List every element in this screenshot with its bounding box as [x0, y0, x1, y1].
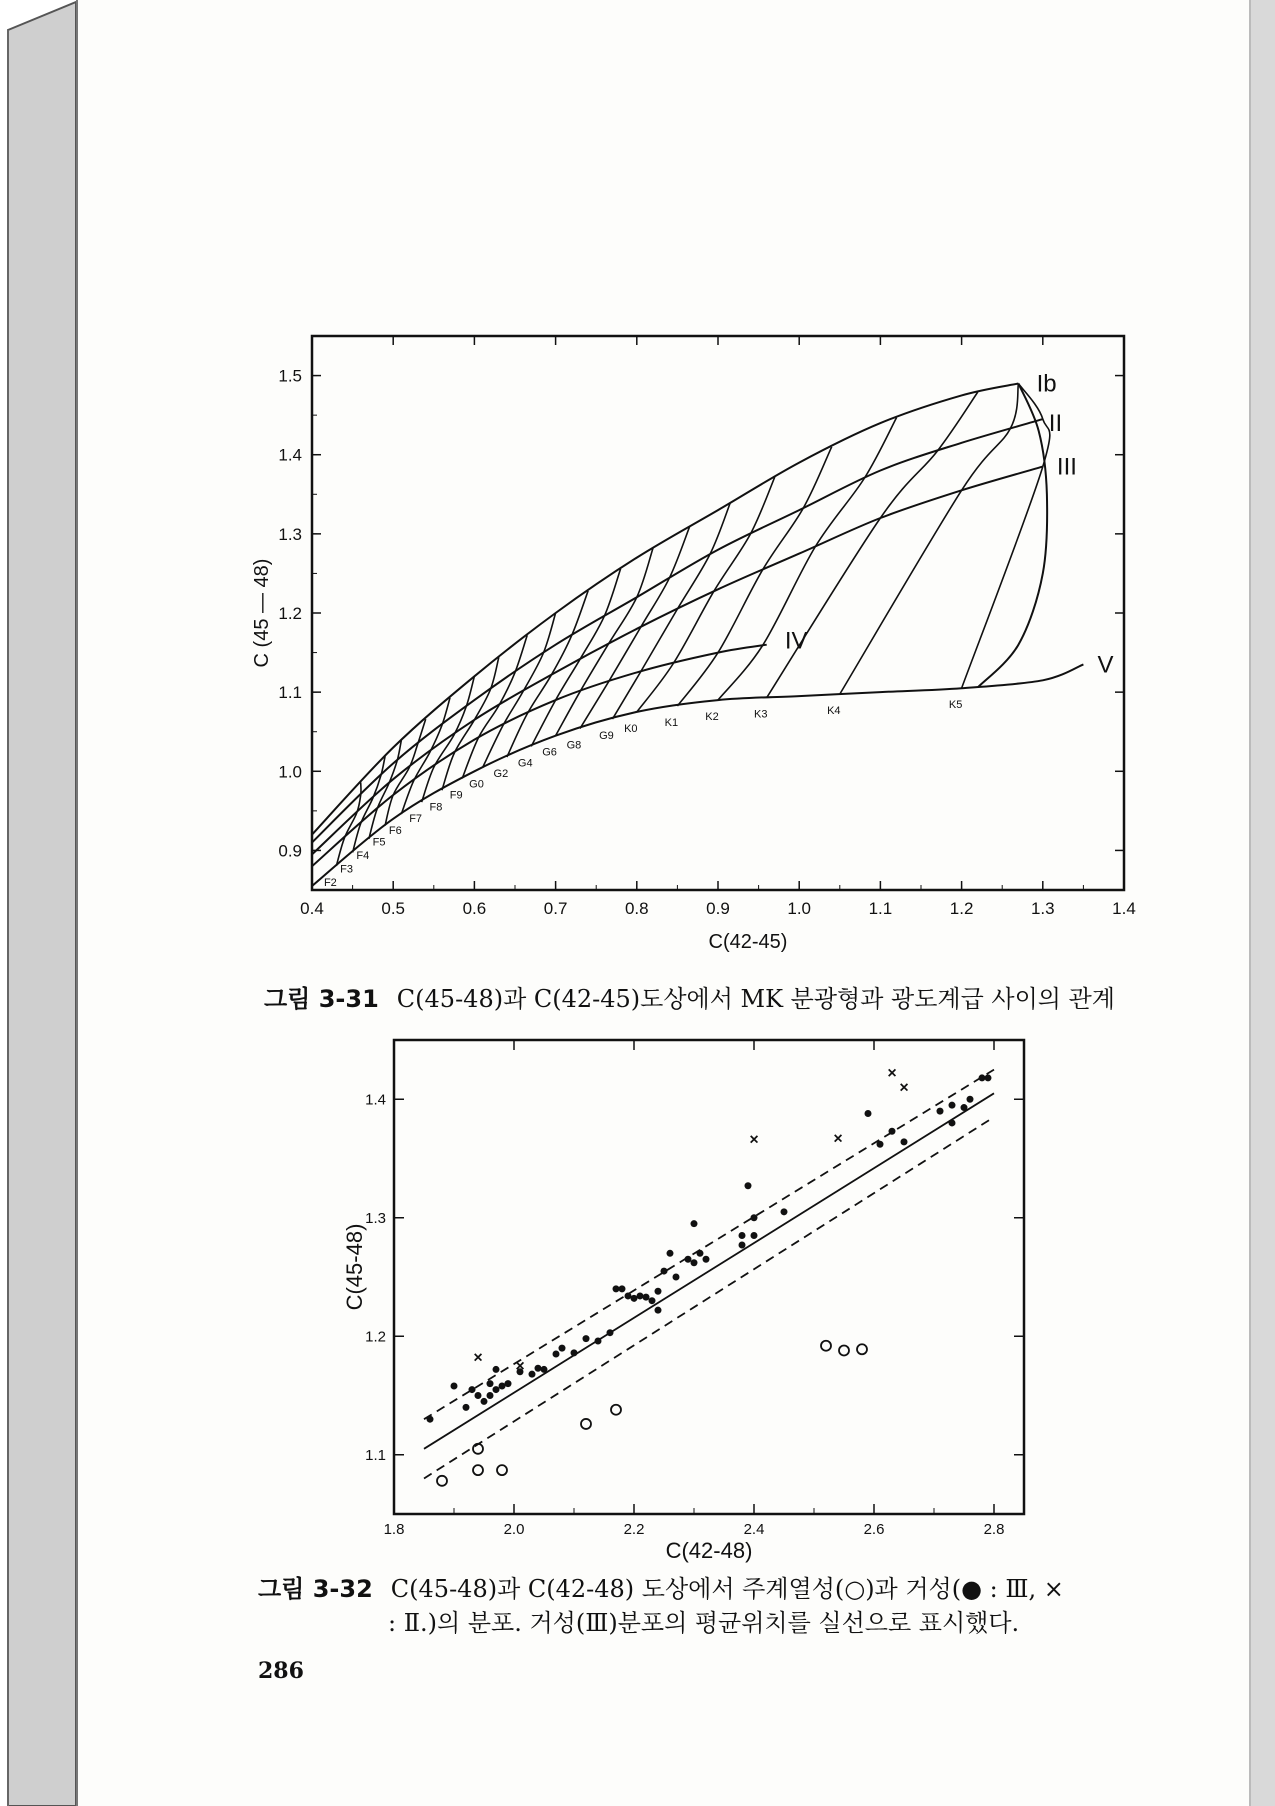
- spectral-type-label-G0: G0: [469, 778, 484, 791]
- luminosity-class-curve-V: [312, 664, 1083, 886]
- x-tick-label: 0.4: [300, 899, 324, 918]
- spectral-type-label-G9: G9: [599, 730, 614, 743]
- spectral-type-label-F8: F8: [429, 801, 443, 814]
- giant-II-point: ×: [899, 1079, 909, 1097]
- giant-III-point: [691, 1220, 698, 1227]
- mean-position-line: [424, 1093, 994, 1449]
- spectral-type-label-F2: F2: [323, 876, 337, 889]
- upper-dispersion-line: [424, 1070, 994, 1420]
- giant-III-point: [463, 1404, 470, 1411]
- figure-3-31-caption: [264, 982, 1115, 1016]
- giant-II-point: ×: [833, 1130, 843, 1148]
- spectral-type-label-K5: K5: [948, 699, 963, 712]
- main-sequence-point: [473, 1444, 483, 1454]
- giant-III-point: [673, 1274, 680, 1281]
- giant-III-point: [877, 1141, 884, 1148]
- main-sequence-point: [497, 1465, 507, 1475]
- figure-3-31-plot: [251, 336, 1136, 953]
- giant-III-point: [499, 1383, 506, 1390]
- x-tick-label: 2.6: [863, 1521, 885, 1538]
- giant-III-point: [481, 1398, 488, 1405]
- x-tick-label: 0.5: [381, 899, 406, 918]
- x-axis-label: C(42-45): [708, 931, 788, 953]
- figure-3-32-caption: [258, 1572, 1064, 1606]
- figure-3-32-caption-line2: [388, 1606, 1019, 1640]
- giant-III-point: [667, 1250, 674, 1257]
- giant-III-point: [469, 1386, 476, 1393]
- y-tick-label: 1.4: [278, 445, 302, 465]
- late-type-boundary-curve: [978, 383, 1047, 687]
- giant-III-point: [613, 1285, 620, 1292]
- giant-II-point: ×: [749, 1131, 759, 1149]
- giant-III-point: [889, 1128, 896, 1135]
- giant-III-point: [949, 1102, 956, 1109]
- spectral-type-label-K2: K2: [705, 711, 719, 724]
- x-tick-label: 2.2: [623, 1521, 645, 1538]
- spectral-type-label-K4: K4: [827, 705, 841, 718]
- y-axis-label: C(45-48): [342, 1223, 367, 1311]
- giant-III-point: [631, 1295, 638, 1302]
- spectral-type-line-G2: [507, 591, 588, 757]
- giant-III-point: [985, 1074, 992, 1081]
- spectral-type-label-F4: F4: [356, 849, 370, 862]
- x-tick-label: 0.6: [462, 899, 487, 918]
- giant-III-point: [571, 1349, 578, 1356]
- main-sequence-point: [473, 1465, 483, 1475]
- giant-II-point: ×: [473, 1349, 483, 1367]
- giant-III-point: [745, 1182, 752, 1189]
- figure-3-32-text-line1: C(45-48)과 C(42-48) 도상에서 주계열성(○)과 거성(● : Ⅲ, ×: [390, 1575, 1064, 1603]
- spectral-type-label-G4: G4: [517, 757, 533, 770]
- giant-III-point: [487, 1392, 494, 1399]
- giant-II-point: ×: [515, 1357, 525, 1375]
- giant-III-point: [979, 1074, 986, 1081]
- luminosity-class-label-Ib: Ib: [1036, 370, 1057, 398]
- giant-III-point: [691, 1259, 698, 1266]
- x-tick-label: 1.8: [383, 1521, 405, 1538]
- giant-III-point: [649, 1297, 656, 1304]
- main-sequence-point: [857, 1344, 867, 1354]
- spectral-type-line-G0: [483, 613, 556, 768]
- luminosity-class-label-II: II: [1048, 410, 1063, 438]
- giant-III-point: [655, 1307, 662, 1314]
- spectral-type-line-F6: [401, 698, 450, 814]
- spectral-type-label-F6: F6: [388, 825, 402, 838]
- page-number: 286: [258, 1658, 304, 1684]
- x-tick-label: 1.4: [1112, 899, 1136, 918]
- giant-III-point: [493, 1386, 500, 1393]
- giant-III-point: [685, 1256, 692, 1263]
- main-sequence-point: [611, 1405, 621, 1415]
- x-tick-label: 0.9: [706, 899, 730, 918]
- spectral-type-label-F9: F9: [449, 789, 463, 802]
- giant-III-point: [505, 1380, 512, 1387]
- main-sequence-point: [821, 1341, 831, 1351]
- giant-III-point: [739, 1232, 746, 1239]
- x-tick-label: 1.3: [1030, 899, 1055, 918]
- giant-III-point: [967, 1096, 974, 1103]
- y-axis-label: C (45 — 48): [251, 558, 273, 668]
- giant-III-point: [625, 1292, 632, 1299]
- spectral-type-label-K1: K1: [664, 716, 679, 729]
- spectral-type-line-G6: [556, 548, 653, 736]
- x-tick-label: 0.8: [624, 899, 649, 918]
- giant-III-point: [661, 1268, 668, 1275]
- giant-III-point: [619, 1285, 626, 1292]
- y-tick-label: 1.1: [365, 1446, 386, 1464]
- y-tick-label: 1.2: [278, 604, 302, 623]
- spectral-type-label-G8: G8: [566, 739, 582, 752]
- y-tick-label: 1.1: [278, 683, 302, 703]
- giant-III-point: [637, 1292, 644, 1299]
- giant-III-point: [553, 1351, 560, 1358]
- giant-III-point: [607, 1329, 614, 1336]
- plot-frame: [394, 1040, 1024, 1514]
- figure-3-31-label: 그림 3-31: [264, 985, 379, 1013]
- giant-III-point: [493, 1366, 500, 1373]
- y-tick-label: 1.0: [278, 762, 302, 782]
- y-tick-label: 1.4: [365, 1091, 386, 1109]
- giant-III-point: [739, 1242, 746, 1249]
- giant-III-point: [949, 1119, 956, 1126]
- x-axis-label: C(42-48): [665, 1538, 753, 1563]
- giant-III-point: [751, 1214, 758, 1221]
- spectral-type-label-K0: K0: [624, 722, 638, 735]
- spectral-type-label-K3: K3: [753, 708, 768, 721]
- spectral-type-line-K2: [718, 418, 897, 701]
- giant-III-point: [427, 1416, 434, 1423]
- giant-III-point: [703, 1256, 710, 1263]
- figure-3-32-plot: [342, 1040, 1024, 1563]
- y-tick-label: 1.3: [278, 524, 302, 544]
- giant-III-point: [865, 1110, 872, 1117]
- giant-III-point: [475, 1392, 482, 1399]
- figure-3-32-text-line2: : Ⅱ.)의 분포. 거성(Ⅲ)분포의 평균위치를 실선으로 표시했다.: [388, 1609, 1020, 1637]
- spectral-type-line-F8: [442, 657, 499, 790]
- giant-III-point: [535, 1365, 542, 1372]
- giant-III-point: [487, 1380, 494, 1387]
- giant-III-point: [781, 1208, 788, 1215]
- y-tick-label: 0.9: [278, 841, 302, 861]
- spectral-type-line-F7: [422, 676, 475, 802]
- spectral-type-label-G2: G2: [493, 768, 509, 781]
- giant-III-point: [937, 1108, 944, 1115]
- spectral-type-line-K1: [677, 447, 831, 706]
- x-tick-label: 1.2: [949, 899, 974, 918]
- giant-III-point: [559, 1345, 566, 1352]
- x-tick-label: 1.0: [787, 899, 812, 918]
- spectral-type-line-G8: [580, 527, 690, 729]
- x-tick-label: 0.7: [543, 899, 568, 918]
- luminosity-class-label-IV: IV: [784, 627, 808, 655]
- y-tick-label: 1.5: [278, 366, 302, 386]
- giant-III-point: [751, 1232, 758, 1239]
- luminosity-class-curve-Ib: [312, 384, 1018, 838]
- luminosity-class-label-III: III: [1056, 453, 1077, 481]
- x-tick-label: 2.8: [983, 1521, 1005, 1538]
- lower-dispersion-line: [424, 1117, 994, 1478]
- giant-III-point: [961, 1104, 968, 1111]
- luminosity-class-curve-II: [312, 419, 1043, 842]
- giant-III-point: [901, 1138, 908, 1145]
- spectral-type-label-F7: F7: [409, 813, 423, 826]
- main-sequence-point: [839, 1345, 849, 1355]
- luminosity-class-curve-IV: [312, 645, 767, 867]
- main-sequence-point: [581, 1419, 591, 1429]
- spectral-type-label-F3: F3: [340, 863, 354, 876]
- giant-III-point: [643, 1294, 650, 1301]
- luminosity-class-curve-III: [312, 467, 1043, 855]
- spectral-type-label-G6: G6: [542, 746, 557, 759]
- spectral-type-label-F5: F5: [372, 836, 386, 849]
- y-tick-label: 1.3: [365, 1209, 386, 1227]
- giant-III-point: [595, 1337, 602, 1344]
- y-tick-label: 1.2: [365, 1328, 386, 1346]
- x-tick-label: 1.1: [868, 899, 893, 918]
- giant-III-point: [697, 1250, 704, 1257]
- figure-3-32-label: 그림 3-32: [258, 1575, 373, 1603]
- luminosity-class-label-V: V: [1097, 651, 1114, 679]
- giant-III-point: [655, 1288, 662, 1295]
- figure-3-31-text: C(45-48)과 C(42-45)도상에서 MK 분광형과 광도계급 사이의 관계: [396, 985, 1115, 1013]
- giant-III-point: [583, 1335, 590, 1342]
- x-tick-label: 2.0: [503, 1521, 525, 1538]
- giant-III-point: [529, 1371, 536, 1378]
- giant-II-point: ×: [887, 1065, 897, 1083]
- x-tick-label: 2.4: [743, 1521, 765, 1538]
- giant-III-point: [541, 1366, 548, 1373]
- giant-III-point: [451, 1383, 458, 1390]
- main-sequence-point: [437, 1476, 447, 1486]
